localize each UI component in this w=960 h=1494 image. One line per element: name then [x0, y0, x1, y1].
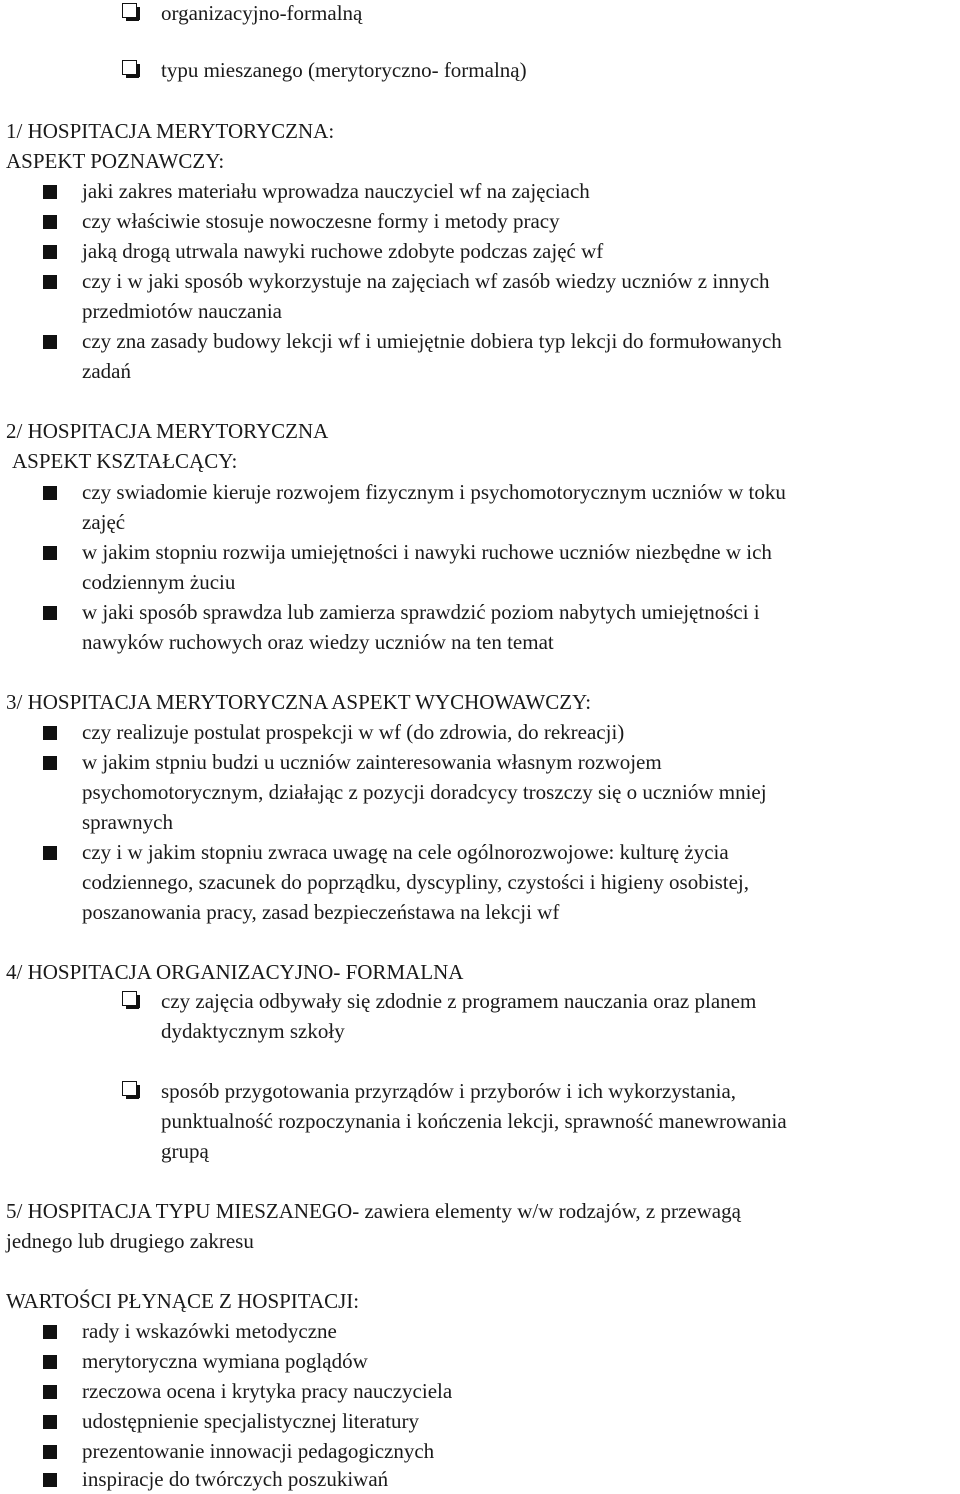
bullet-item-line: czy realizuje postulat prospekcji w wf (do zdrowia, do rekreacji)	[82, 720, 625, 744]
square-bullet-icon	[43, 726, 57, 740]
checkbox-icon	[122, 60, 137, 75]
bullet-item-line: zajęć	[82, 510, 126, 534]
square-bullet-icon	[43, 185, 57, 199]
bullet-item-line: rady i wskazówki metodyczne	[82, 1319, 337, 1343]
section-subheading: ASPEKT KSZTAŁCĄCY:	[12, 449, 238, 473]
section-heading: 2/ HOSPITACJA MERYTORYCZNA	[6, 419, 329, 443]
checkbox-item-line: dydaktycznym szkoły	[161, 1019, 345, 1043]
section-heading: 1/ HOSPITACJA MERYTORYCZNA:	[6, 119, 335, 143]
section-paragraph-line: 5/ HOSPITACJA TYPU MIESZANEGO- zawiera elementy w/w rodzajów, z przewagą	[6, 1199, 741, 1223]
bullet-item-line: rzeczowa ocena i krytyka pracy nauczyciela	[82, 1379, 453, 1403]
checkbox-icon	[122, 1081, 137, 1096]
square-bullet-icon	[43, 846, 57, 860]
checkbox-item-line: czy zajęcia odbywały się zdodnie z programem nauczania oraz planem	[161, 989, 757, 1013]
square-bullet-icon	[43, 335, 57, 349]
square-bullet-icon	[43, 1385, 57, 1399]
bullet-item-line: czy i w jaki sposób wykorzystuje na zajęciach wf zasób wiedzy uczniów z innych	[82, 269, 770, 293]
bullet-item-line: czy swiadomie kieruje rozwojem fizycznym i psychomotorycznym uczniów w toku	[82, 480, 786, 504]
bullet-item-line: czy zna zasady budowy lekcji wf i umiejętnie dobiera typ lekcji do formułowanych	[82, 329, 782, 353]
bullet-item-line: przedmiotów nauczania	[82, 299, 282, 323]
section-subheading: ASPEKT POZNAWCZY:	[6, 149, 225, 173]
bullet-item-line: codziennym żuciu	[82, 570, 236, 594]
bullet-item-line: w jakim stpniu budzi u uczniów zainteresowania własnym rozwojem	[82, 750, 662, 774]
bullet-item-line: inspiracje do twórczych poszukiwań	[82, 1467, 389, 1491]
square-bullet-icon	[43, 486, 57, 500]
bullet-item-line: sprawnych	[82, 810, 173, 834]
square-bullet-icon	[43, 606, 57, 620]
bullet-item-line: jaką drogą utrwala nawyki ruchowe zdobyte podczas zajęć wf	[82, 239, 604, 263]
square-bullet-icon	[43, 1325, 57, 1339]
checkbox-item-line: punktualność rozpoczynania i kończenia lekcji, sprawność manewrowania	[161, 1109, 787, 1133]
section-paragraph-line: jednego lub drugiego zakresu	[6, 1229, 254, 1253]
square-bullet-icon	[43, 1355, 57, 1369]
square-bullet-icon	[43, 1415, 57, 1429]
bullet-item-line: w jaki sposób sprawdza lub zamierza sprawdzić poziom nabytych umiejętności i	[82, 600, 760, 624]
bullet-item-line: codziennego, szacunek do poprządku, dyscypliny, czystości i higieny osobistej,	[82, 870, 749, 894]
bullet-item-line: jaki zakres materiału wprowadza nauczyciel wf na zajęciach	[82, 179, 590, 203]
square-bullet-icon	[43, 546, 57, 560]
checkbox-item-line: sposób przygotowania przyrządów i przyborów i ich wykorzystania,	[161, 1079, 737, 1103]
square-bullet-icon	[43, 1445, 57, 1459]
bullet-item-line: nawyków ruchowych oraz wiedzy uczniów na ten temat	[82, 630, 554, 654]
checkbox-icon	[122, 3, 137, 18]
bullet-item-line: czy właściwie stosuje nowoczesne formy i metody pracy	[82, 209, 560, 233]
checkbox-item-text: organizacyjno-formalną	[161, 1, 363, 25]
checkbox-icon	[122, 991, 137, 1006]
bullet-item-line: psychomotorycznym, działając z pozycji doradcycy troszczy się o uczniów mniej	[82, 780, 767, 804]
section-heading: 3/ HOSPITACJA MERYTORYCZNA ASPEKT WYCHOWAWCZY:	[6, 690, 592, 714]
bullet-item-line: udostępnienie specjalistycznej literatury	[82, 1409, 420, 1433]
checkbox-item-text: typu mieszanego (merytoryczno- formalną)	[161, 58, 527, 82]
checkbox-item-line: grupą	[161, 1139, 209, 1163]
square-bullet-icon	[43, 1473, 57, 1487]
bullet-item-line: merytoryczna wymiana poglądów	[82, 1349, 368, 1373]
bullet-item-line: czy i w jakim stopniu zwraca uwagę na cele ogólnorozwojowe: kulturę życia	[82, 840, 729, 864]
bullet-item-line: zadań	[82, 359, 131, 383]
square-bullet-icon	[43, 215, 57, 229]
section-heading: WARTOŚCI PŁYNĄCE Z HOSPITACJI:	[6, 1289, 360, 1313]
square-bullet-icon	[43, 756, 57, 770]
section-heading: 4/ HOSPITACJA ORGANIZACYJNO- FORMALNA	[6, 960, 464, 984]
square-bullet-icon	[43, 275, 57, 289]
bullet-item-line: poszanowania pracy, zasad bezpieczeństawa na lekcji wf	[82, 900, 560, 924]
bullet-item-line: w jakim stopniu rozwija umiejętności i nawyki ruchowe uczniów niezbędne w ich	[82, 540, 772, 564]
bullet-item-line: prezentowanie innowacji pedagogicznych	[82, 1439, 435, 1463]
square-bullet-icon	[43, 245, 57, 259]
